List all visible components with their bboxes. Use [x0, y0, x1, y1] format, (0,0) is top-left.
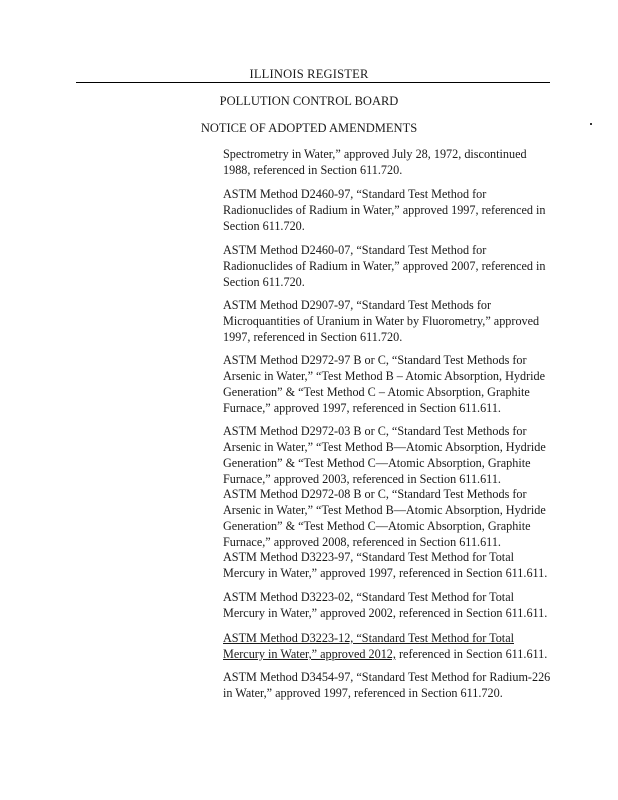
scan-mark — [590, 123, 592, 125]
list-item: ASTM Method D3454-97, “Standard Test Method for Radium-226 in Water,” approved 1997, referenced in Section 611.720. — [223, 670, 551, 700]
inserted-text: ASTM Method D3223-12, “Standard Test Method for Total Mercury in Water,” approved 2012, — [223, 631, 514, 661]
list-item: ASTM Method D2972-97 B or C, “Standard Test Methods for Arsenic in Water,” “Test Method B – Atomic Absorption, Hydride Generation” & “Test Method C – Atomic Absorption, Graphite Furnace,” approved 1997, referenced in Section 611.611. — [223, 353, 546, 415]
list-item: ASTM Method D2460-07, “Standard Test Method for Radionuclides of Radium in Water,” approved 2007, referenced in Section 611.720. — [223, 243, 546, 289]
list-item: Spectrometry in Water,” approved July 28, 1972, discontinued 1988, referenced in Section 611.720. — [223, 147, 527, 177]
list-item: ASTM Method D2972-03 B or C, “Standard Test Methods for Arsenic in Water,” “Test Method B—Atomic Absorption, Hydride Generation” & “Test Method C—Atomic Absorption, Graphite Furnace,” approved 2003, referenced in Section 611.611. — [223, 424, 546, 486]
list-item — [223, 630, 553, 662]
board-title: POLLUTION CONTROL BOARD — [219, 94, 399, 108]
list-item: ASTM Method D2907-97, “Standard Test Methods for Microquantities of Uranium in Water by Fluorometry,” approved 1997, referenced in Section 611.720. — [223, 298, 540, 344]
list-item: ASTM Method D2972-08 B or C, “Standard Test Methods for Arsenic in Water,” “Test Method B—Atomic Absorption, Hydride Generation” & “Test Method C—Atomic Absorption, Graphite Furnace,” approved 2008, referenced in Section 611.611. — [223, 487, 546, 549]
list-item: ASTM Method D3223-97, “Standard Test Method for Total Mercury in Water,” approved 1997, referenced in Section 611.611. — [223, 550, 548, 580]
entry-text: referenced in Section 611.611. — [395, 647, 548, 661]
list-item: ASTM Method D2460-97, “Standard Test Method for Radionuclides of Radium in Water,” approved 1997, referenced in Section 611.720. — [223, 187, 546, 233]
header-rule — [76, 82, 550, 83]
register-title: ILLINOIS REGISTER — [249, 67, 369, 81]
list-item: ASTM Method D3223-02, “Standard Test Method for Total Mercury in Water,” approved 2002, referenced in Section 611.611. — [223, 590, 548, 620]
notice-title: NOTICE OF ADOPTED AMENDMENTS — [200, 121, 418, 135]
